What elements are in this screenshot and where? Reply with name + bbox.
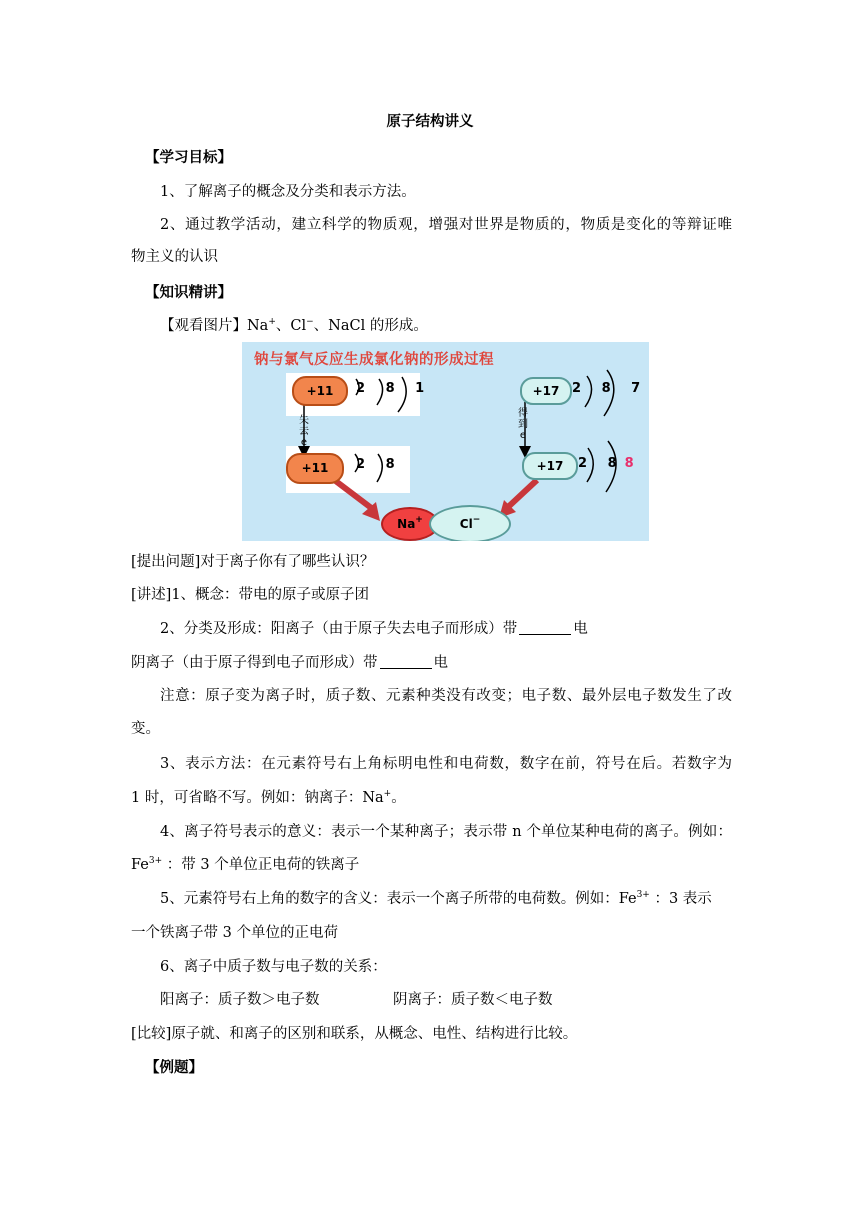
anion-relation: 阴离子：质子数＜电子数 bbox=[393, 992, 553, 1008]
na-nucleus: +11 bbox=[292, 376, 348, 406]
goal-1: 1、了解离子的概念及分类和表示方法。 bbox=[160, 184, 416, 200]
cl-red-arrow-shaft bbox=[507, 480, 537, 508]
number-meaning-line-1: 5、元素符号右上角的数字的含义：表示一个离子所带的电荷数。例如：$Fe^{3+}$ ：3 表示 bbox=[160, 890, 712, 907]
note-line-1: 注意：原子变为离子时，质子数、元素种类没有改变；电子数、最外层电子数发生了改 bbox=[160, 688, 732, 704]
cl-nucleus: +17 bbox=[520, 377, 572, 405]
classify-cation-line: 2、分类及形成：阳离子（由于原子失去电子而形成）带 电 bbox=[160, 621, 588, 637]
nacl-formation-figure bbox=[242, 342, 649, 541]
na-shell-numbers: 2 8 1 bbox=[356, 381, 433, 396]
na-lose-label: 失 去 e bbox=[299, 415, 309, 448]
cl-ion-shell-numbers: 2 88 bbox=[578, 456, 642, 471]
goals-heading: 【学习目标】 bbox=[145, 150, 232, 166]
na-ion-circle: Na+ bbox=[381, 507, 439, 541]
watch-picture-line: 【观看图片】Na+、Cl−、NaCl 的形成。 bbox=[160, 317, 428, 334]
na-red-arrow-shaft bbox=[333, 479, 374, 510]
meaning-line-1: 4、离子符号表示的意义：表示一个某种离子；表示带 n 个单位某种电荷的离子。例如： bbox=[160, 824, 732, 840]
meaning-line-2: $Fe^{3+}$ ：带 3 个单位正电荷的铁离子 bbox=[131, 856, 360, 873]
cl-ion-circle: Cl− bbox=[429, 505, 511, 541]
na-ion-shell-numbers: 2 8 bbox=[356, 457, 403, 472]
goal-2-line-2: 物主义的认识 bbox=[131, 249, 218, 265]
lecture-line: [讲述]1、概念：带电的原子或原子团 bbox=[131, 587, 370, 603]
classify-anion-line: 阴离子（由于原子得到电子而形成）带 电 bbox=[131, 655, 448, 671]
cl-gain-label: 得 到 e bbox=[518, 408, 528, 441]
goal-2-line-1: 2、通过教学活动，建立科学的物质观，增强对世界是物质的，物质是变化的等辩证唯 bbox=[160, 217, 732, 233]
representation-line-1: 3、表示方法：在元素符号右上角标明电性和电荷数，数字在前，符号在后。若数字为 bbox=[160, 756, 732, 772]
relation-line: 6、离子中质子数与电子数的关系： bbox=[160, 959, 387, 975]
fill-blank-1 bbox=[519, 622, 571, 635]
fill-blank-2 bbox=[380, 656, 432, 669]
question-line: [提出问题]对于离子你有了哪些认识？ bbox=[131, 554, 375, 570]
representation-line-2: 1 时，可省略不写。例如：钠离子：Na+。 bbox=[131, 789, 406, 806]
example-heading: 【例题】 bbox=[145, 1060, 203, 1076]
note-line-2: 变。 bbox=[131, 721, 160, 737]
compare-line: [比较]原子就、和离子的区别和联系，从概念、电性、结构进行比较。 bbox=[131, 1026, 578, 1042]
cl-ion-nucleus: +17 bbox=[522, 452, 578, 480]
na-ion-nucleus: +11 bbox=[286, 453, 344, 484]
figure-title: 钠与氯气反应生成氯化钠的形成过程 bbox=[254, 352, 494, 368]
number-meaning-line-2: 一个铁离子带 3 个单位的正电荷 bbox=[131, 925, 338, 941]
knowledge-heading: 【知识精讲】 bbox=[145, 285, 232, 301]
page-title: 原子结构讲义 bbox=[386, 114, 474, 130]
cl-ion-gained-electrons: 8 bbox=[624, 456, 642, 471]
cation-relation: 阳离子：质子数＞电子数 bbox=[160, 992, 320, 1008]
cl-shell-numbers: 2 8 7 bbox=[572, 381, 649, 396]
